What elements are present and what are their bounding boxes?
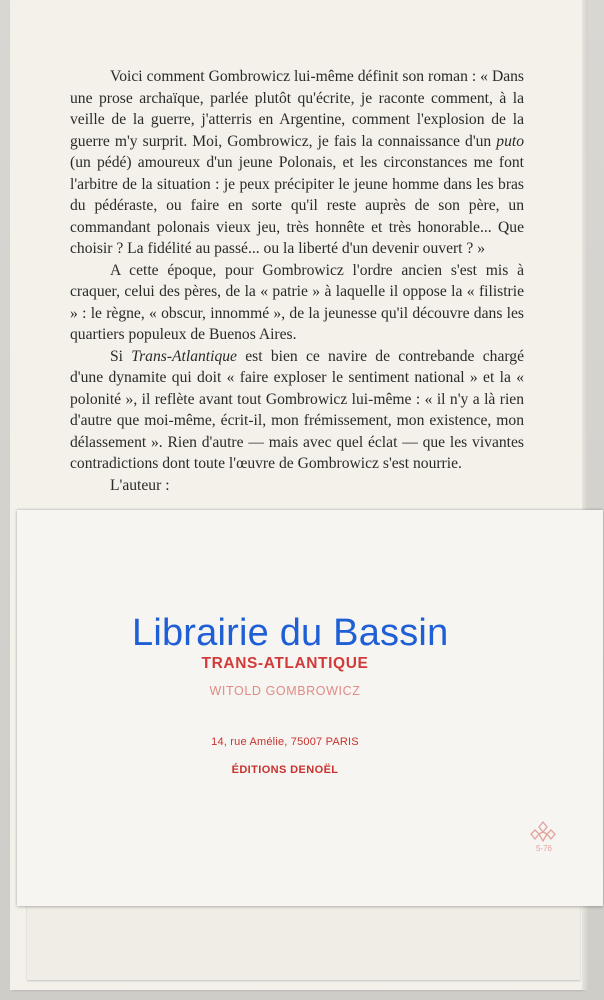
blurb-paragraph-1 xyxy=(70,66,524,260)
blurb-paragraph-3 xyxy=(70,346,524,475)
blurb-paragraph-2: A cette époque, pour Gombrowicz l'ordre ancien s'est mis à craquer, celui des pères, de la « patrie » à laquelle il oppose la « filistrie » : le règne, « obscur, innommé », de la jeunesse qu'il découvre dans les quartiers populeux de Buenos Aires. xyxy=(70,261,524,343)
blurb-paragraph-3-end: est bien ce navire de contrebande chargé d'une dynamite qui doit « faire exploser le sentiment national » et la « polonité », il reflète avant tout Gombrowicz lui-même : « il n'y a là rien d'autre que moi-même, écrit-il, mon frémissement, mon existence, mon délassement ». Rien d'autre — mais avec quel éclat — que les vivantes contradictions dont toute l'œuvre de Gombrowicz s'est nourrie. xyxy=(70,347,524,472)
blurb-paragraph-1-text: Voici comment Gombrowicz lui-même définit son roman : « Dans une prose archaïque, parlée plutôt qu'écrite, je raconte comment, à la veille de la guerre, j'atterris en Argentine, comment l'explosion de la guerre m'y surprit. Moi, Gombrowicz, je fais la connaissance d'un xyxy=(70,68,524,150)
blurb-paragraph-1-emphasis: puto xyxy=(496,132,524,150)
author-label: L'auteur : xyxy=(110,476,170,494)
watermark-text: Librairie du Bassin xyxy=(132,612,449,654)
publisher-band xyxy=(17,510,603,906)
publisher-address: 14, rue Amélie, 75007 PARIS xyxy=(211,736,359,748)
band-code: 5-76 xyxy=(535,844,552,853)
blurb-paragraph-1-end: (un pédé) amoureux d'un jeune Polonais, et les circonstances me font l'arbitre de la situation : je peux précipiter le jeune homme dans les bras du pédéraste, ou faire en sorte qu'il reste auprès de son père, un commandant polonais vieux jeu, très honnête et très honorable... Que choisir ? La fidélité au passé... ou la liberté d'un devenir ouvert ? » xyxy=(70,154,524,257)
blurb-text xyxy=(70,66,524,496)
underlying-page xyxy=(27,900,580,980)
publisher-name: ÉDITIONS DENOËL xyxy=(231,764,339,776)
book-title: TRANS-ATLANTIQUE xyxy=(201,655,369,672)
publisher-logo-icon xyxy=(530,820,556,844)
book-author: WITOLD GOMBROWICZ xyxy=(209,684,361,698)
blurb-paragraph-3-emphasis: Trans-Atlantique xyxy=(131,347,237,365)
blurb-paragraph-3-start: Si xyxy=(110,347,132,365)
